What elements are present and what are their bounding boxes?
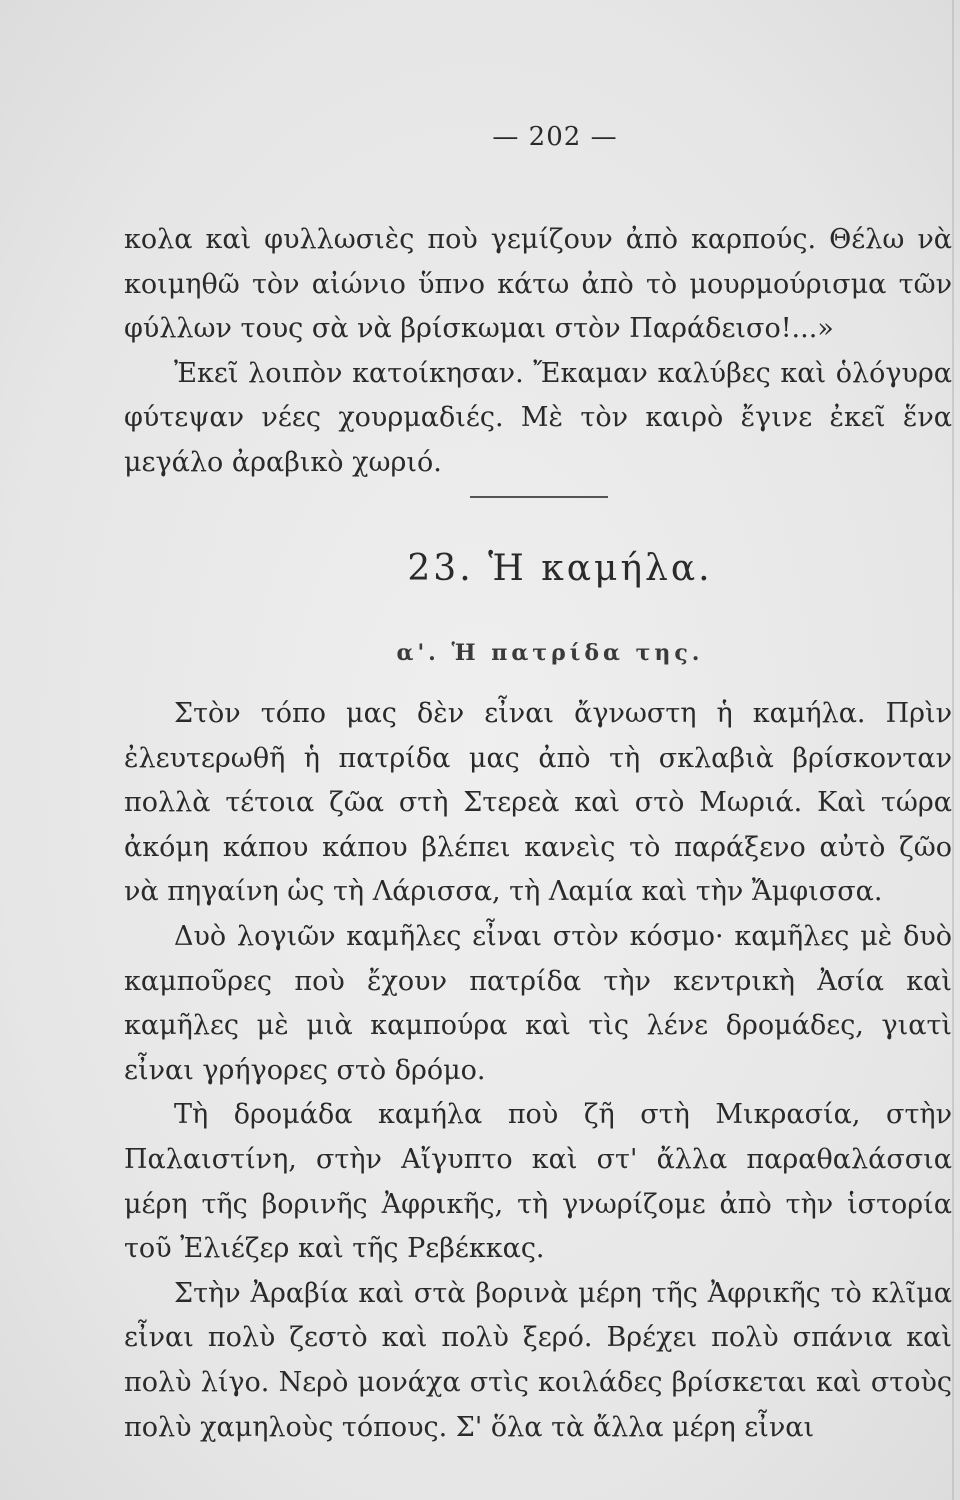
section-subtitle: α'. Ἡ πατρίδα της. <box>396 640 704 666</box>
section-divider <box>470 496 608 498</box>
page-edge-shadow <box>952 0 954 1500</box>
body-paragraph-4: Στὴν Ἀραβία καὶ στὰ βορινὰ μέρη τῆς Ἀφρικῆς τὸ κλῖμα εἶναι πολὺ ζεστὸ καὶ πολὺ ξερό. Βρέχει πολὺ σπάνια καὶ πολὺ λίγο. Νερὸ μονάχα στὶς κοιλάδες βρίσκεται καὶ στοὺς πολὺ χαμηλοὺς τόπους. Σ' ὅλα τὰ ἄλλα μέρη εἶναι <box>124 1277 952 1443</box>
body-paragraph-3: Τὴ δρομάδα καμήλα ποὺ ζῆ στὴ Μικρασία, στὴν Παλαιστίνη, στὴν Αἴγυπτο καὶ στ' ἄλλα παραθαλάσσια μέρη τῆς βορινῆς Ἀφρικῆς, τὴ γνωρίζομε ἀπὸ τὴν ἱστορία τοῦ Ἐλιέζερ καὶ τῆς Ρεβέκκας. <box>124 1099 952 1265</box>
page-number: — 202 — <box>492 122 618 152</box>
intro-paragraph-2: Ἐκεῖ λοιπὸν κατοίκησαν. Ἔκαμαν καλύβες καὶ ὁλόγυρα φύτεψαν νέες χουρμαδιές. Μὲ τὸν καιρὸ ἔγινε ἐκεῖ ἕνα μεγάλο ἀραβικὸ χωριό. <box>124 357 952 478</box>
chapter-title: 23. Ἡ καμήλα. <box>407 548 713 589</box>
intro-paragraph-1: κολα καὶ φυλλωσιὲς ποὺ γεμίζουν ἀπὸ καρπούς. Θέλω νὰ κοιμηθῶ τὸν αἰώνιο ὕπνο κάτω ἀπὸ τὸ μουρμούρισμα τῶν φύλλων τους σὰ νὰ βρίσκωμαι στὸν Παράδεισο!...» <box>124 224 952 345</box>
body-paragraph-2: Δυὸ λογιῶν καμῆλες εἶναι στὸν κόσμο· καμῆλες μὲ δυὸ καμποῦρες ποὺ ἔχουν πατρίδα τὴν κεντρικὴ Ἀσία καὶ καμῆλες μὲ μιὰ καμπούρα καὶ τὶς λένε δρομάδες, γιατὶ εἶναι γρήγορες στὸ δρόμο. <box>124 920 952 1086</box>
body-paragraph-1: Στὸν τόπο μας δὲν εἶναι ἄγνωστη ἡ καμήλα. Πρὶν ἐλευτερωθῆ ἡ πατρίδα μας ἀπὸ τὴ σκλαβιὰ βρίσκονταν πολλὰ τέτοια ζῶα στὴ Στερεὰ καὶ στὸ Μωριά. Καὶ τώρα ἀκόμη κάπου κάπου βλέπει κανεὶς τὸ παράξενο αὐτὸ ζῶο νὰ πηγαίνη ὡς τὴ Λάρισσα, τὴ Λαμία καὶ τὴν Ἄμφισσα. <box>124 698 952 908</box>
intro-text <box>124 218 952 486</box>
body-text <box>124 692 952 1450</box>
